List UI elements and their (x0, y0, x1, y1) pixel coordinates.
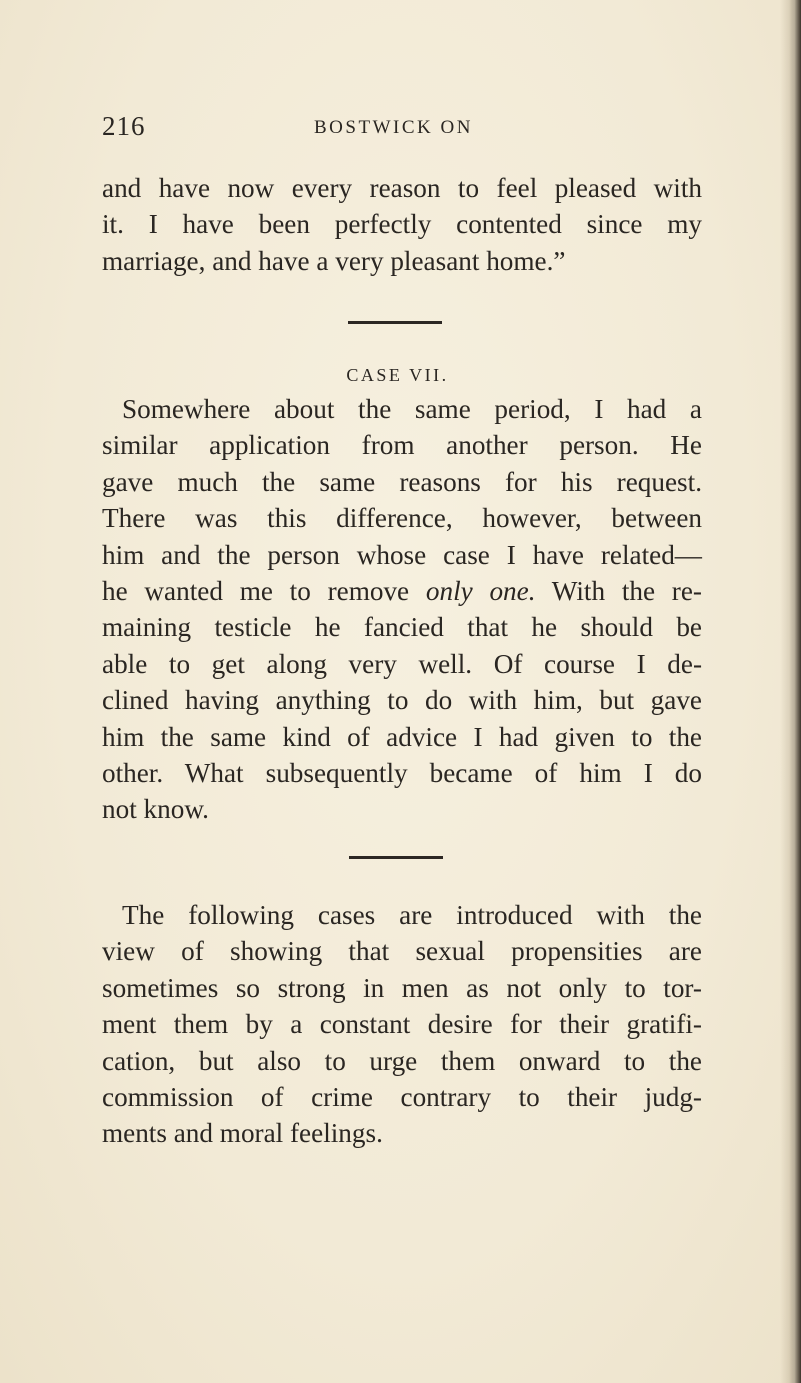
text-segment: he wanted me to remove (102, 576, 410, 607)
text-line: him the same kind of advice I had given to the (102, 721, 702, 752)
case-heading (0, 363, 801, 387)
text-line: ments and moral feelings. (102, 1118, 383, 1149)
text-line: other. What subsequently became of him I do (102, 758, 702, 789)
text-line: commission of crime contrary to their judg- (102, 1082, 702, 1113)
text-line: it. I have been perfectly contented since my (102, 209, 702, 240)
text-line: view of showing that sexual propensities are (102, 936, 702, 967)
section-divider-rule (348, 321, 442, 324)
page-number: 216 (102, 111, 146, 141)
text-line: able to get along very well. Of course I de- (102, 648, 702, 679)
text-line: and have now every reason to feel pleased with (102, 173, 702, 203)
text-line: clined having anything to do with him, but gave (102, 685, 702, 716)
text-line: marriage, and have a very pleasant home.” (102, 245, 566, 276)
running-head (102, 111, 702, 151)
text-segment: With the re- (551, 576, 702, 607)
case-paragraph (102, 391, 702, 828)
text-line: sometimes so strong in men as not only to tor- (102, 972, 702, 1003)
text-line: not know. (102, 794, 209, 825)
text-line: him and the person whose case I have related— (102, 539, 702, 570)
section-divider-rule (349, 856, 443, 859)
text-line: maining testicle he fancied that he should be (102, 612, 702, 643)
text-line-with-emphasis (102, 573, 702, 609)
case-heading-text: CASE VII. (346, 365, 449, 385)
text-line: gave much the same reasons for his request. (102, 466, 702, 497)
text-line: There was this difference, however, between (102, 503, 702, 534)
page-edge-shadow (789, 0, 801, 1383)
text-line: ment them by a constant desire for their gratifi- (102, 1009, 702, 1040)
text-line: similar application from another person. He (102, 430, 702, 461)
text-line: cation, but also to urge them onward to the (102, 1045, 702, 1076)
text-line: Somewhere about the same period, I had a (122, 394, 702, 424)
paragraph-continued (102, 170, 702, 279)
closing-paragraph (102, 897, 702, 1152)
emphasis-text: only one. (425, 576, 536, 607)
running-title: BOSTWICK ON (314, 117, 473, 138)
text-line: The following cases are introduced with the (122, 900, 702, 930)
